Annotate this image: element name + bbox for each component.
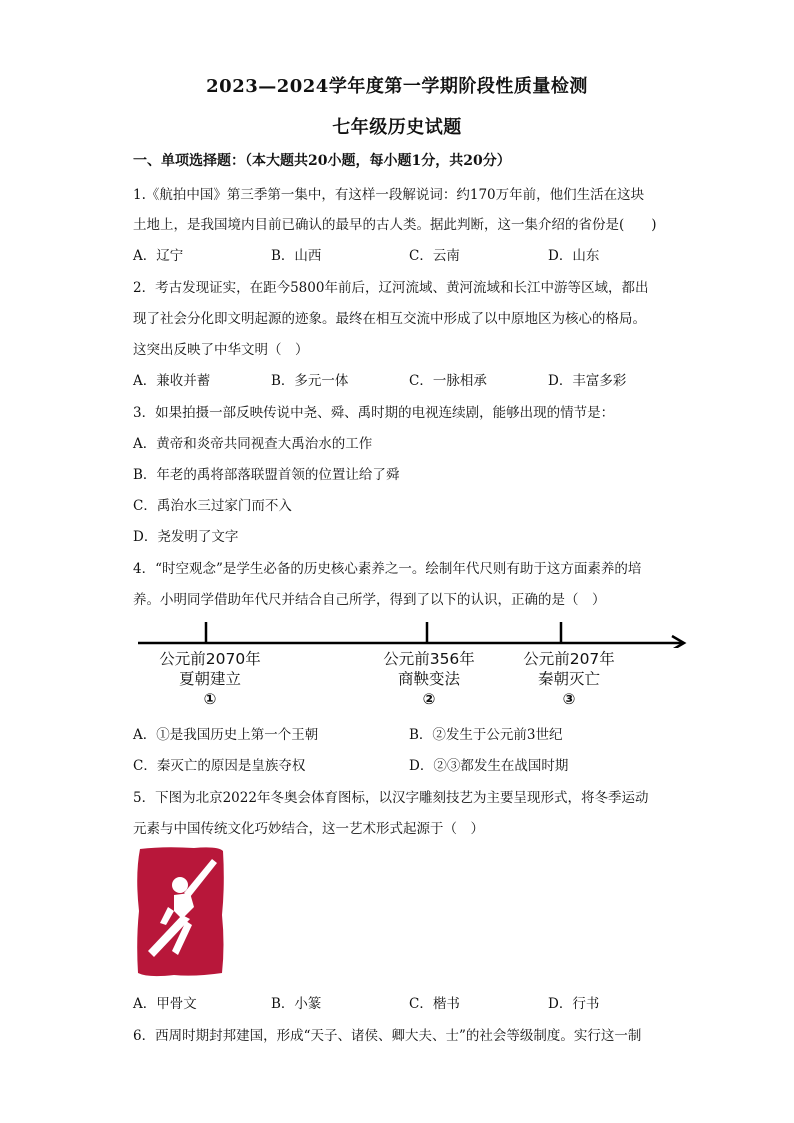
timeline-mark: ② — [422, 690, 436, 708]
timeline-label — [494, 649, 644, 709]
timeline-year: 公元前207年 — [523, 650, 615, 668]
question-line: 2．考古发现证实，在距今5800年前后，辽河流域、黄河流域和长江中游等区域，都出 — [133, 280, 649, 296]
option-d: D．山东 — [548, 248, 600, 264]
timeline-event: 秦朝灭亡 — [537, 670, 600, 688]
option-c: C．一脉相承 — [409, 373, 487, 389]
question-line: 土地上，是我国境内目前已确认的最早的古人类。据此判断，这一集介绍的省份是( ) — [133, 217, 657, 233]
timeline-mark: ① — [203, 690, 217, 708]
timeline-label — [354, 649, 504, 709]
option-a: A．甲骨文 — [133, 996, 197, 1012]
timeline-mark: ③ — [562, 690, 576, 708]
option-d: D．丰富多彩 — [548, 373, 627, 389]
question-line: 4．“时空观念”是学生必备的历史核心素养之一。绘制年代尺则有助于这方面素养的培 — [133, 561, 642, 577]
timeline-label — [135, 649, 285, 709]
option-a: A．黄帝和炎帝共同视查大禹治水的工作 — [133, 436, 373, 452]
option-d: D．②③都发生在战国时期 — [409, 758, 569, 774]
question-line: 5．下图为北京2022年冬奥会体育图标，以汉字雕刻技艺为主要呈现形式，将冬季运动 — [133, 790, 649, 806]
question-line: 现了社会分化即文明起源的迹象。最终在相互交流中形成了以中原地区为核心的格局。 — [133, 311, 646, 327]
timeline-event: 商鞅变法 — [397, 670, 460, 688]
option-a: A．兼收并蓄 — [133, 373, 211, 389]
option-c: C．禹治水三过家门而不入 — [133, 498, 292, 514]
option-c: C．秦灭亡的原因是皇族夺权 — [133, 758, 306, 774]
option-b: B．年老的禹将部落联盟首领的位置让给了舜 — [133, 467, 400, 483]
option-d: D．行书 — [548, 996, 600, 1012]
section-heading: 一、单项选择题：（本大题共20小题，每小题1分，共20分） — [133, 153, 511, 169]
option-b: B．多元一体 — [271, 373, 349, 389]
timeline-year: 公元前356年 — [383, 650, 475, 668]
timeline-axis — [136, 618, 692, 648]
question-line: 这突出反映了中华文明（ ） — [133, 342, 309, 358]
question-line: 3．如果拍摄一部反映传说中尧、舜、禹时期的电视连续剧，能够出现的情节是： — [133, 405, 615, 421]
question-line: 6．西周时期封邦建国，形成“天子、诸侯、卿大夫、士”的社会等级制度。实行这一制 — [133, 1028, 642, 1044]
option-c: C．楷书 — [409, 996, 460, 1012]
option-a: A．①是我国历史上第一个王朝 — [133, 727, 319, 743]
option-b: B．山西 — [271, 248, 322, 264]
speed-skating-pictogram-icon — [134, 845, 226, 979]
question-line: 1.《航拍中国》第三季第一集中，有这样一段解说词：约170万年前，他们生活在这块 — [133, 187, 645, 203]
option-d: D．尧发明了文字 — [133, 529, 239, 545]
option-b: B．②发生于公元前3世纪 — [409, 727, 563, 743]
option-a: A．辽宁 — [133, 248, 184, 264]
question-line: 养。小明同学借助年代尺并结合自己所学，得到了以下的认识，正确的是（ ） — [133, 592, 606, 608]
option-c: C．云南 — [409, 248, 460, 264]
exam-title: 2023—2024学年度第一学期阶段性质量检测 — [206, 76, 588, 97]
exam-subtitle: 七年级历史试题 — [332, 117, 462, 138]
timeline-year: 公元前2070年 — [159, 650, 261, 668]
timeline-event: 夏朝建立 — [178, 670, 241, 688]
option-b: B．小篆 — [271, 996, 322, 1012]
question-line: 元素与中国传统文化巧妙结合，这一艺术形式起源于（ ） — [133, 821, 484, 837]
